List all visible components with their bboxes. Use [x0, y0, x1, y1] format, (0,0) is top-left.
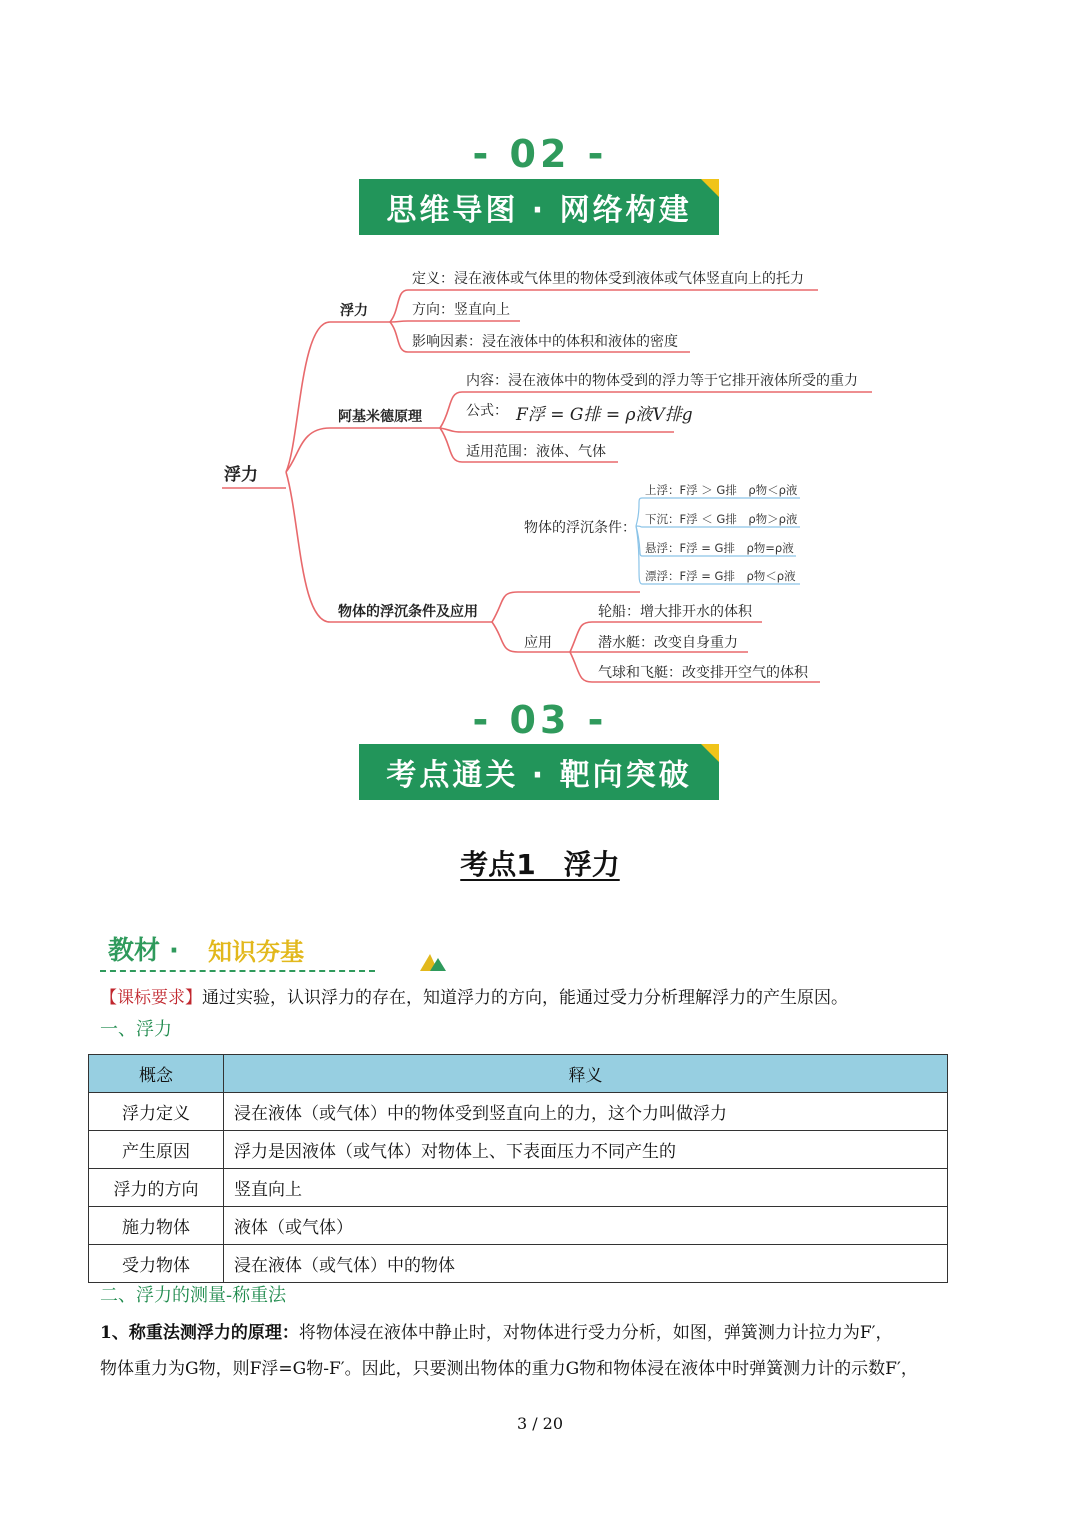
section-banner-title: 考点通关 · 靶向突破: [386, 758, 692, 793]
table-row: [89, 1207, 948, 1245]
table-cell: 浸在液体（或气体）中的物体受到竖直向上的力，这个力叫做浮力: [224, 1093, 948, 1131]
table-cell: 浮力的方向: [89, 1169, 224, 1207]
heading-weighing-method: 二、浮力的测量-称重法: [100, 1285, 287, 1306]
table-cell: 浮力是因液体（或气体）对物体上、下表面压力不同产生的: [224, 1131, 948, 1169]
table-row: [89, 1131, 948, 1169]
table-cell: 液体（或气体）: [224, 1207, 948, 1245]
branch-buoyancy-label: 浮力: [340, 303, 368, 319]
page-number: 3 / 20: [516, 1414, 564, 1433]
table-row: [89, 1093, 948, 1131]
mind-map-lines: [0, 0, 1080, 720]
application-submarine: 潜水艇：改变自身重力: [598, 635, 738, 651]
section-number-02: - 02 -: [472, 132, 608, 176]
table-header-cell: 释义: [224, 1055, 948, 1093]
logo-dashed-underline: [100, 970, 375, 972]
section-banner-03: [359, 744, 719, 800]
branch-float-sink-label: 物体的浮沉条件及应用: [338, 604, 478, 620]
paragraph-line-1: [100, 1321, 892, 1345]
jiaocai-logo-part2: 知识夯基: [208, 938, 304, 966]
kebiao-text: 通过实验，认识浮力的存在，知道浮力的方向，能通过受力分析理解浮力的产生原因。: [202, 988, 848, 1008]
kaodian-title: 考点1 浮力: [460, 848, 620, 881]
jiaocai-logo-part1: 教材 ·: [108, 936, 179, 966]
jiaocai-logo: [100, 928, 375, 974]
condition-suspend: 悬浮：F浮 = G排 ρ物=ρ液: [645, 541, 794, 555]
archimedes-formula-label: 公式：: [466, 403, 508, 419]
archimedes-scope: 适用范围：液体、气体: [466, 444, 606, 460]
branch-archimedes-label: 阿基米德原理: [338, 409, 422, 425]
condition-float: 漂浮：F浮 = G排 ρ物＜ρ液: [645, 569, 796, 583]
branch-buoyancy-factors: 影响因素：浸在液体中的体积和液体的密度: [412, 334, 678, 350]
table-cell: 产生原因: [89, 1131, 224, 1169]
table-row: [89, 1245, 948, 1283]
paragraph-text-1: 将物体浸在液体中静止时，对物体进行受力分析，如图，弹簧测力计拉力为F′，: [298, 1323, 893, 1343]
table-cell: 浸在液体（或气体）中的物体: [224, 1245, 948, 1283]
concept-table: [88, 1054, 948, 1283]
paragraph-line-2: 物体重力为G物，则F浮=G物-F′。因此，只要测出物体的重力G物和物体浸在液体中时弹簧测力计的示数F′，: [100, 1359, 918, 1379]
table-cell: 受力物体: [89, 1245, 224, 1283]
kebiao-tag: 【课标要求】: [100, 988, 202, 1008]
paragraph-bold-lead: 1、称重法测浮力的原理：: [100, 1323, 299, 1343]
table-header-row: [89, 1055, 948, 1093]
condition-sink: 下沉：F浮 ＜ G排 ρ物＞ρ液: [645, 512, 798, 526]
heading-buoyancy: 一、浮力: [100, 1019, 172, 1040]
kaodian-heading: [0, 843, 1080, 883]
table-cell: 施力物体: [89, 1207, 224, 1245]
application-ship: 轮船：增大排开水的体积: [598, 604, 752, 620]
float-sink-conditions-label: 物体的浮沉条件：: [524, 520, 636, 536]
section-banner-title: 思维导图 · 网络构建: [386, 193, 692, 228]
archimedes-content: 内容：浸在液体中的物体受到的浮力等于它排开液体所受的重力: [466, 373, 858, 389]
mind-map-root: 浮力: [224, 465, 258, 485]
corner-triangle-icon: [701, 744, 719, 762]
kebiao-line: [100, 986, 848, 1010]
branch-buoyancy-definition: 定义：浸在液体或气体里的物体受到液体或气体竖直向上的托力: [412, 271, 804, 287]
table-cell: 浮力定义: [89, 1093, 224, 1131]
mountain-icon: [418, 950, 448, 972]
branch-buoyancy-direction: 方向：竖直向上: [412, 302, 510, 318]
applications-label: 应用: [524, 635, 552, 651]
table-row: [89, 1169, 948, 1207]
table-header-cell: 概念: [89, 1055, 224, 1093]
archimedes-formula: F浮 = G排 = ρ液V排g: [516, 405, 693, 425]
application-balloon: 气球和飞艇：改变排开空气的体积: [598, 665, 808, 681]
condition-rise: 上浮：F浮 ＞ G排 ρ物＜ρ液: [645, 483, 798, 497]
table-cell: 竖直向上: [224, 1169, 948, 1207]
section-number-03: - 03 -: [472, 698, 608, 742]
